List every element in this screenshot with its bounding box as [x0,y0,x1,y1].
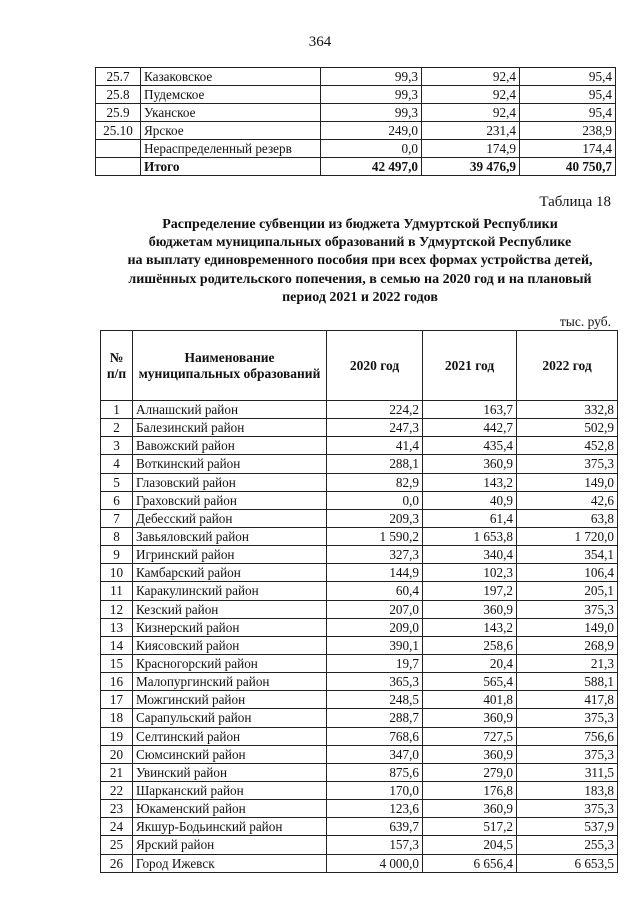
value-2022: 238,9 [520,122,616,140]
row-number: 19 [101,727,133,745]
row-number: 6 [101,491,133,509]
row-number: 22 [101,781,133,799]
value-2021: 204,5 [423,836,517,854]
value-2020: 209,0 [327,618,423,636]
row-number [96,140,141,158]
value-2022: 42,6 [517,491,618,509]
municipality-name: Шарканский район [133,781,327,799]
value-2022: 95,4 [520,68,616,86]
value-2021: 20,4 [423,654,517,672]
value-2020: 0,0 [321,140,422,158]
value-2020: 768,6 [327,727,423,745]
total-2022: 40 750,7 [520,158,616,176]
row-number: 5 [101,473,133,491]
value-2021: 143,2 [423,473,517,491]
title-line-1: Распределение субвенции из бюджета Удмуртской Республики [162,217,558,232]
value-2021: 360,9 [423,800,517,818]
value-2021: 92,4 [422,68,520,86]
units-label: тыс. руб. [559,314,611,329]
value-2020: 99,3 [321,104,422,122]
table-row [96,86,616,104]
value-2021: 565,4 [423,673,517,691]
value-2022: 417,8 [517,691,618,709]
value-2020: 249,0 [321,122,422,140]
value-2022: 95,4 [520,104,616,122]
value-2020: 123,6 [327,800,423,818]
value-2022: 756,6 [517,727,618,745]
municipality-name: Казаковское [141,68,321,86]
header-2020: 2020 год [327,331,423,401]
value-2021: 143,2 [423,618,517,636]
row-number: 10 [101,564,133,582]
municipality-name: Можгинский район [133,691,327,709]
value-2021: 279,0 [423,763,517,781]
row-number: 23 [101,800,133,818]
header-num: № п/п [101,331,133,401]
row-number: 4 [101,455,133,473]
value-2020: 248,5 [327,691,423,709]
value-2021: 258,6 [423,636,517,654]
table-row [101,582,618,600]
row-number: 24 [101,818,133,836]
row-number: 17 [101,691,133,709]
table-row [101,600,618,618]
value-2022: 149,0 [517,473,618,491]
row-number: 7 [101,509,133,527]
table-row [101,546,618,564]
value-2020: 390,1 [327,636,423,654]
municipality-name: Кезский район [133,600,327,618]
header-row [101,331,618,401]
table-row [101,473,618,491]
header-2021: 2021 год [423,331,517,401]
table-row [101,419,618,437]
value-2020: 4 000,0 [327,854,423,872]
title-line-2: бюджетам муниципальных образований в Удмуртской Республике [148,235,572,251]
row-number: 21 [101,763,133,781]
title-line-5: период 2021 и 2022 годов [282,289,438,305]
municipality-name: Малопургинский район [133,673,327,691]
value-2020: 170,0 [327,781,423,799]
row-number: 13 [101,618,133,636]
municipality-name: Балезинский район [133,419,327,437]
table-row [96,140,616,158]
municipality-name: Сарапульский район [133,709,327,727]
value-2021: 360,9 [423,600,517,618]
total-label: Итого [141,158,321,176]
municipality-name: Каракулинский район [133,582,327,600]
table-row [101,836,618,854]
value-2020: 41,4 [327,437,423,455]
value-2022: 375,3 [517,800,618,818]
row-number: 25.7 [96,68,141,86]
value-2022: 375,3 [517,745,618,763]
table-title [88,216,632,307]
table-row [101,509,618,527]
table-row [101,636,618,654]
municipality-name: Вавожский район [133,437,327,455]
table-row [101,401,618,419]
value-2022: 205,1 [517,582,618,600]
municipality-name: Ярское [141,122,321,140]
value-2022: 502,9 [517,419,618,437]
table-row [101,709,618,727]
municipality-name: Воткинский район [133,455,327,473]
table-row [101,854,618,872]
value-2020: 207,0 [327,600,423,618]
value-2020: 639,7 [327,818,423,836]
row-number: 3 [101,437,133,455]
municipality-name: Увинский район [133,763,327,781]
value-2020: 288,7 [327,709,423,727]
row-number: 25 [101,836,133,854]
value-2022: 95,4 [520,86,616,104]
continued-table [95,67,616,176]
table-row [101,564,618,582]
row-number: 14 [101,636,133,654]
value-2021: 340,4 [423,546,517,564]
municipality-name: Уканское [141,104,321,122]
value-2021: 727,5 [423,727,517,745]
table-row [101,618,618,636]
value-2020: 1 590,2 [327,527,423,545]
municipality-name: Камбарский район [133,564,327,582]
value-2022: 268,9 [517,636,618,654]
value-2021: 197,2 [423,582,517,600]
municipality-name: Глазовский район [133,473,327,491]
value-2022: 63,8 [517,509,618,527]
municipality-name: Город Ижевск [133,854,327,872]
table-row [101,763,618,781]
value-2021: 163,7 [423,401,517,419]
value-2020: 144,9 [327,564,423,582]
municipality-name: Пудемское [141,86,321,104]
municipality-name: Дебесский район [133,509,327,527]
table-row [96,122,616,140]
table-row [101,491,618,509]
table-row [101,691,618,709]
row-number: 16 [101,673,133,691]
value-2020: 60,4 [327,582,423,600]
value-2022: 183,8 [517,781,618,799]
total-row [96,158,616,176]
value-2021: 360,9 [423,455,517,473]
row-number: 26 [101,854,133,872]
value-2020: 99,3 [321,68,422,86]
value-2020: 247,3 [327,419,423,437]
value-2021: 360,9 [423,709,517,727]
page-number: 364 [308,34,332,50]
table-row [101,455,618,473]
value-2021: 92,4 [422,104,520,122]
header-name: Наименование муниципальных образований [133,331,327,401]
municipality-name: Игринский район [133,546,327,564]
table-row [101,527,618,545]
value-2022: 375,3 [517,709,618,727]
subvention-table [100,330,618,873]
value-2022: 21,3 [517,654,618,672]
value-2022: 375,3 [517,600,618,618]
value-2020: 288,1 [327,455,423,473]
municipality-name: Завьяловский район [133,527,327,545]
value-2020: 875,6 [327,763,423,781]
municipality-name: Алнашский район [133,401,327,419]
value-2022: 332,8 [517,401,618,419]
table-row [101,727,618,745]
value-2020: 99,3 [321,86,422,104]
row-number: 15 [101,654,133,672]
row-number: 9 [101,546,133,564]
value-2021: 360,9 [423,745,517,763]
row-number: 25.9 [96,104,141,122]
value-2022: 149,0 [517,618,618,636]
table-row [96,104,616,122]
header-2022: 2022 год [517,331,618,401]
table-label: Таблица 18 [539,194,611,210]
table-row [101,800,618,818]
row-number: 8 [101,527,133,545]
row-number: 12 [101,600,133,618]
table-row [101,673,618,691]
value-2022: 588,1 [517,673,618,691]
value-2021: 231,4 [422,122,520,140]
value-2020: 224,2 [327,401,423,419]
value-2022: 311,5 [517,763,618,781]
value-2020: 157,3 [327,836,423,854]
table-row [101,781,618,799]
municipality-name: Граховский район [133,491,327,509]
value-2021: 102,3 [423,564,517,582]
value-2020: 347,0 [327,745,423,763]
value-2021: 442,7 [423,419,517,437]
value-2022: 452,8 [517,437,618,455]
value-2022: 537,9 [517,818,618,836]
value-2021: 401,8 [423,691,517,709]
table-row [101,745,618,763]
value-2020: 0,0 [327,491,423,509]
value-2021: 6 656,4 [423,854,517,872]
row-number: 25.10 [96,122,141,140]
value-2021: 92,4 [422,86,520,104]
municipality-name: Красногорский район [133,654,327,672]
municipality-name: Юкаменский район [133,800,327,818]
value-2022: 174,4 [520,140,616,158]
value-2021: 40,9 [423,491,517,509]
value-2020: 365,3 [327,673,423,691]
continued-table-body [96,68,616,158]
table-row [101,818,618,836]
total-num-cell [96,158,141,176]
municipality-name: Киясовский район [133,636,327,654]
value-2022: 106,4 [517,564,618,582]
row-number: 20 [101,745,133,763]
title-line-3: на выплату единовременного пособия при всех формах устройства детей, [127,253,593,269]
municipality-name: Ярский район [133,836,327,854]
value-2020: 327,3 [327,546,423,564]
value-2021: 435,4 [423,437,517,455]
value-2021: 176,8 [423,781,517,799]
row-number: 1 [101,401,133,419]
value-2020: 19,7 [327,654,423,672]
value-2022: 375,3 [517,455,618,473]
municipality-name: Якшур-Бодьинский район [133,818,327,836]
table-row [96,68,616,86]
row-number: 18 [101,709,133,727]
value-2020: 209,3 [327,509,423,527]
row-number: 2 [101,419,133,437]
value-2020: 82,9 [327,473,423,491]
value-2021: 174,9 [422,140,520,158]
total-2020: 42 497,0 [321,158,422,176]
value-2022: 255,3 [517,836,618,854]
value-2021: 61,4 [423,509,517,527]
value-2021: 517,2 [423,818,517,836]
municipality-name: Нераспределенный резерв [141,140,321,158]
total-2021: 39 476,9 [422,158,520,176]
row-number: 11 [101,582,133,600]
title-line-4: лишённых родительского попечения, в семью на 2020 год и на плановый [128,271,592,287]
municipality-name: Кизнерский район [133,618,327,636]
value-2022: 6 653,5 [517,854,618,872]
municipality-name: Сюмсинский район [133,745,327,763]
row-number: 25.8 [96,86,141,104]
table-row [101,654,618,672]
subvention-table-body [101,401,618,873]
value-2021: 1 653,8 [423,527,517,545]
table-row [101,437,618,455]
value-2022: 1 720,0 [517,527,618,545]
municipality-name: Селтинский район [133,727,327,745]
value-2022: 354,1 [517,546,618,564]
